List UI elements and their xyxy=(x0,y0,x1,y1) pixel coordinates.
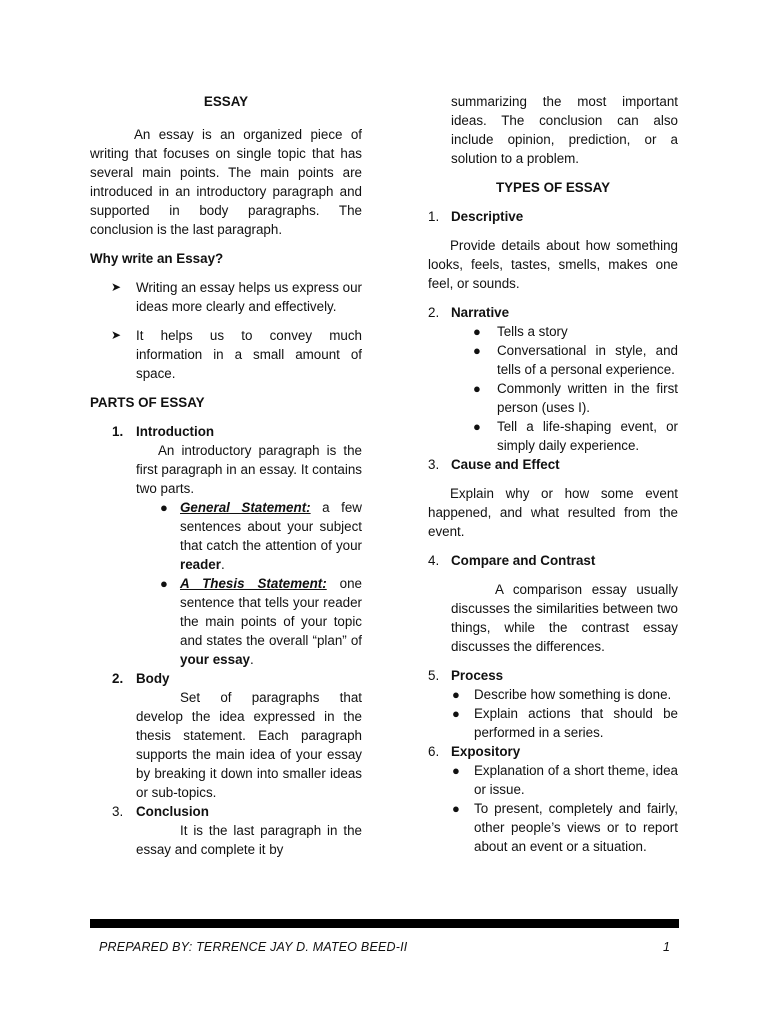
bullet-dot-icon: ● xyxy=(452,687,460,702)
why-item: ➤ It helps us to convey much information in a small amount of space. xyxy=(111,328,362,381)
bullet-dot-icon: ● xyxy=(452,706,460,721)
process-bullet: ● Describe how something is done. xyxy=(452,687,672,702)
descriptive-text: Provide details about how something looks, feels, tastes, smells, makes one feel, or sounds. xyxy=(428,238,678,291)
bullet-dot-icon: ● xyxy=(473,419,481,434)
right-column xyxy=(428,92,678,856)
bullet-dot-icon: ● xyxy=(473,381,481,396)
conclusion-text: It is the last paragraph in the essay and complete it by xyxy=(136,823,362,857)
bullet-dot-icon: ● xyxy=(473,324,481,339)
type-compare-contrast: 4. Compare and Contrast xyxy=(428,553,596,568)
type-descriptive: 1. Descriptive xyxy=(428,209,524,224)
expository-bullet: ● Explanation of a short theme, idea or issue. xyxy=(452,763,678,797)
essay-title: ESSAY xyxy=(203,94,249,109)
process-bullet: ● Explain actions that should be performed in a series. xyxy=(452,706,678,740)
introduction-bullet: ● General Statement: a few sentences about your subject that catch the attention of your reader. xyxy=(160,500,362,572)
type-narrative: 2. Narrative xyxy=(428,305,510,320)
bullet-dot-icon: ● xyxy=(452,801,460,816)
cause-effect-text: Explain why or how some event happened, and what resulted from the event. xyxy=(428,486,678,539)
type-cause-effect: 3. Cause and Effect xyxy=(428,457,560,472)
page-number: 1 xyxy=(663,940,670,954)
introduction-bullet: ● A Thesis Statement: one sentence that tells your reader the main points of your topic and states the overall “plan” of your essay. xyxy=(160,576,362,667)
expository-bullet: ● To present, completely and fairly, other people’s views or to report about an event or a situation. xyxy=(452,801,678,854)
parts-heading: PARTS OF ESSAY xyxy=(90,395,205,410)
part-conclusion: 3. Conclusion xyxy=(112,804,209,819)
arrow-bullet-icon: ➤ xyxy=(111,328,122,342)
bullet-dot-icon: ● xyxy=(160,576,168,591)
continued-paragraph: summarizing the most important ideas. The conclusion can also include opinion, prediction, or a solution to a problem. xyxy=(451,94,678,166)
types-heading: TYPES OF ESSAY xyxy=(495,180,611,195)
narrative-bullet: ● Commonly written in the first person (uses I). xyxy=(473,381,678,415)
footer-rule xyxy=(90,919,679,928)
prepared-by: PREPARED BY: TERRENCE JAY D. MATEO BEED-II xyxy=(99,940,408,954)
body-text: Set of paragraphs that develop the idea expressed in the thesis statement. Each paragraph supports the main idea of your essay by breaking it down into smaller ideas or sub-topics. xyxy=(136,690,362,800)
introduction-text: An introductory paragraph is the first paragraph in an essay. It contains two parts. xyxy=(136,443,362,496)
why-item: ➤ Writing an essay helps us express our ideas more clearly and effectively. xyxy=(111,280,363,314)
intro-paragraph: An essay is an organized piece of writing that focuses on single topic that has several main points. The main points are introduced in an introductory paragraph and supported in body paragraphs. The conclusion is the last paragraph. xyxy=(90,127,362,237)
narrative-bullet: ● Conversational in style, and tells of a personal experience. xyxy=(473,343,678,377)
type-expository: 6. Expository xyxy=(428,744,521,759)
part-introduction: 1. Introduction xyxy=(112,424,215,439)
arrow-bullet-icon: ➤ xyxy=(111,280,122,294)
compare-contrast-text: A comparison essay usually discusses the similarities between two things, while the contrast essay discusses the differences. xyxy=(451,582,678,654)
left-column xyxy=(90,92,362,859)
narrative-bullet: ● Tell a life-shaping event, or simply daily experience. xyxy=(473,419,678,453)
why-heading: Why write an Essay? xyxy=(90,251,224,266)
bullet-dot-icon: ● xyxy=(473,343,481,358)
bullet-dot-icon: ● xyxy=(160,500,168,515)
part-body: 2. Body xyxy=(112,671,170,686)
bullet-dot-icon: ● xyxy=(452,763,460,778)
narrative-bullet: ● Tells a story xyxy=(473,324,568,339)
type-process: 5. Process xyxy=(428,668,504,683)
